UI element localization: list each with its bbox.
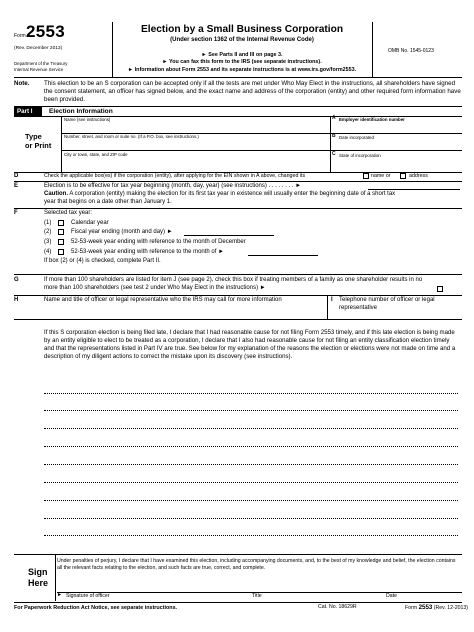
part1-label: Part I — [14, 107, 42, 116]
h-i-divider — [327, 295, 328, 319]
caution-label: Caution. — [44, 191, 68, 197]
item-f-text: Selected tax year: — [44, 210, 93, 216]
g-rule — [14, 295, 462, 296]
phone-field[interactable] — [331, 312, 460, 318]
catalog-number: Cat. No. 18629R — [318, 604, 357, 610]
item-b-letter: B — [332, 133, 336, 139]
family-shareholders-checkbox[interactable] — [437, 286, 443, 292]
form-revision: (Rev. December 2013) — [14, 46, 63, 51]
part1-title: Election Information — [49, 108, 113, 115]
street-field[interactable] — [62, 141, 329, 148]
agency: Internal Revenue Service — [14, 67, 64, 72]
explanation-line-9[interactable] — [44, 535, 458, 536]
item-f-letter: F — [14, 210, 18, 216]
header-divider-right — [372, 22, 373, 77]
explanation-line-7[interactable] — [44, 500, 458, 501]
fiscal-year-end-field[interactable] — [184, 230, 274, 236]
explanation-line-5[interactable] — [44, 464, 458, 465]
item-g-letter: G — [14, 277, 19, 283]
footer-form-id — [405, 604, 468, 612]
item-g-text: If more than 100 shareholders are listed for item J (see page 2), check this box if treating members of a family as one shareholder results in no more than 100 shareholders (see test 2 under Who May Elect in the instructions) ► — [44, 277, 423, 291]
item-e-letter: E — [14, 183, 19, 189]
instruction-line-3: ► Information about Form 2553 and its separate instructions is at www.irs.gov/form2553. — [127, 67, 357, 73]
department: Department of the Treasury — [14, 61, 68, 66]
form-number: 2553 — [26, 22, 66, 41]
f-opt3-num: (3) — [44, 239, 52, 245]
f-note: If box (2) or (4) is checked, complete Part II. — [44, 258, 161, 264]
form-subtitle: (Under section 1362 of the Internal Revenue Code) — [170, 37, 314, 43]
explanation-line-1[interactable] — [44, 393, 458, 394]
sign-label: Sign — [28, 567, 48, 577]
date-incorporated-field[interactable] — [332, 141, 460, 149]
caution-body: A corporation (entity) making the election for its first tax year in existence will usually enter the beginning date of a short tax year that begins on a date other than January 1. — [44, 191, 396, 205]
footer-form-label: Form — [405, 605, 418, 611]
officer-name-field[interactable] — [44, 305, 324, 315]
item-h-text: Name and title of officer or legal representative who the IRS may call for more information — [44, 297, 282, 303]
here-label: Here — [28, 578, 49, 588]
name-field[interactable] — [62, 123, 329, 130]
perjury-statement: Under penalties of perjury, I declare that I have examined this election, including accompanying documents, and, to the best of my knowledge and belief, the election contains all the relevant facts relating to the election, and such facts are true, correct, and complete. — [57, 558, 456, 572]
fiscal-year-checkbox[interactable] — [58, 229, 64, 235]
month-reference-field[interactable] — [248, 250, 318, 256]
name-block-right — [330, 116, 331, 172]
state-incorporation-label: State of incorporation — [339, 153, 381, 158]
sign-divider — [55, 554, 56, 601]
street-label: Number, street, and room or suite no. (If a P.O. box, see instructions.) — [64, 134, 199, 139]
date-incorporated-label: Date incorporated — [339, 135, 374, 140]
f-opt2-label: Fiscal year ending (month and day) ► — [71, 229, 173, 235]
date-field[interactable] — [384, 578, 460, 591]
ein-field[interactable] — [332, 123, 460, 131]
effective-date-field[interactable] — [368, 182, 460, 190]
name-label: Name (see instructions) — [64, 117, 111, 122]
explanation-line-2[interactable] — [44, 410, 458, 411]
h-rule — [14, 319, 462, 320]
f-opt1-label: Calendar year — [71, 220, 109, 226]
city-field[interactable] — [62, 159, 329, 166]
street-row-rule — [61, 150, 462, 151]
item-e-text: Election is to be effective for tax year beginning (month, day, year) (see instructions) . . . . . . . . ► — [44, 183, 302, 189]
caution-text — [44, 191, 404, 206]
note-label: Note. — [14, 80, 30, 87]
instruction-line-2: ► You can fax this form to the IRS (see separate instructions). — [162, 59, 322, 65]
signature-arrow: ► — [57, 592, 63, 598]
week-52-53-other-checkbox[interactable] — [58, 249, 64, 255]
title-field[interactable] — [250, 578, 380, 591]
title-label: Title — [252, 593, 262, 599]
footer-revision: (Rev. 12-2013) — [433, 605, 468, 611]
f-opt3-label: 52-53-week year ending with reference to the month of December — [71, 239, 246, 245]
f-opt2-num: (2) — [44, 229, 52, 235]
item-c-letter: C — [332, 151, 336, 157]
sign-top-rule — [14, 554, 462, 555]
city-label: City or town, state, and ZIP code — [64, 152, 128, 157]
date-label: Date — [386, 593, 397, 599]
type-label: Type — [25, 132, 42, 141]
f-rule — [14, 274, 462, 275]
late-election-text: If this S corporation election is being filed late, I declare that I had reasonable cause for not filing Form 2553 timely, and if this late election is being made by an entity eligible to elect to be treated as a corporation, I declare that I also had reasonable cause for not filing an entity classification election timely and that the representations listed in Part IV are true. See below for my explanation of the reasons the election or elections were not made on time and a description of my diligent actions to correct the mistake upon its discovery (see instructions). — [44, 329, 456, 361]
week-52-53-december-checkbox[interactable] — [58, 239, 64, 245]
explanation-line-8[interactable] — [44, 518, 458, 519]
omb-number: OMB No. 1545-0123 — [388, 48, 434, 54]
print-label: or Print — [25, 141, 52, 150]
signature-field[interactable] — [57, 578, 247, 591]
explanation-line-4[interactable] — [44, 446, 458, 447]
address-change-label: address — [409, 173, 428, 179]
f-opt4-label: 52-53-week year ending with reference to the month of ► — [71, 249, 225, 255]
item-d-letter: D — [14, 173, 19, 179]
explanation-line-3[interactable] — [44, 428, 458, 429]
paperwork-notice: For Paperwork Reduction Act Notice, see separate instructions. — [14, 605, 178, 611]
name-change-label: name or — [371, 173, 391, 179]
explanation-line-6[interactable] — [44, 482, 458, 483]
form-title: Election by a Small Business Corporation — [140, 24, 344, 35]
footer-form-number: 2553 — [418, 604, 433, 611]
name-change-checkbox[interactable] — [363, 173, 369, 179]
instruction-line-1: ► See Parts II and III on page 3. — [201, 52, 283, 58]
form-label: Form — [14, 33, 26, 39]
header-bottom-rule — [14, 77, 462, 78]
f-opt1-num: (1) — [44, 220, 52, 226]
e-rule — [14, 208, 462, 209]
item-d-text: Check the applicable box(es) if the corporation (entity), after applying for the EIN shown in A above, changed its — [44, 173, 306, 179]
note-text: This election to be an S corporation can be accepted only if all the tests are met under Who May Elect in the instructions, all shareholders have signed the consent statement, an officer has signed below, and the exact name and address of the corporation (entity) and other required form information have been provided. — [44, 80, 461, 103]
ein-label: Employer identification number — [339, 117, 405, 122]
f-opt4-num: (4) — [44, 249, 52, 255]
signature-label: Signature of officer — [66, 593, 110, 599]
item-i-letter: I — [331, 297, 333, 303]
footer-rule — [14, 602, 462, 603]
item-i-text: Telephone number of officer or legal representative — [339, 297, 435, 311]
address-change-checkbox[interactable] — [400, 173, 406, 179]
state-incorporation-field[interactable] — [332, 159, 460, 168]
calendar-year-checkbox[interactable] — [58, 220, 64, 226]
item-a-letter: A — [332, 115, 336, 121]
item-h-letter: H — [14, 297, 19, 303]
